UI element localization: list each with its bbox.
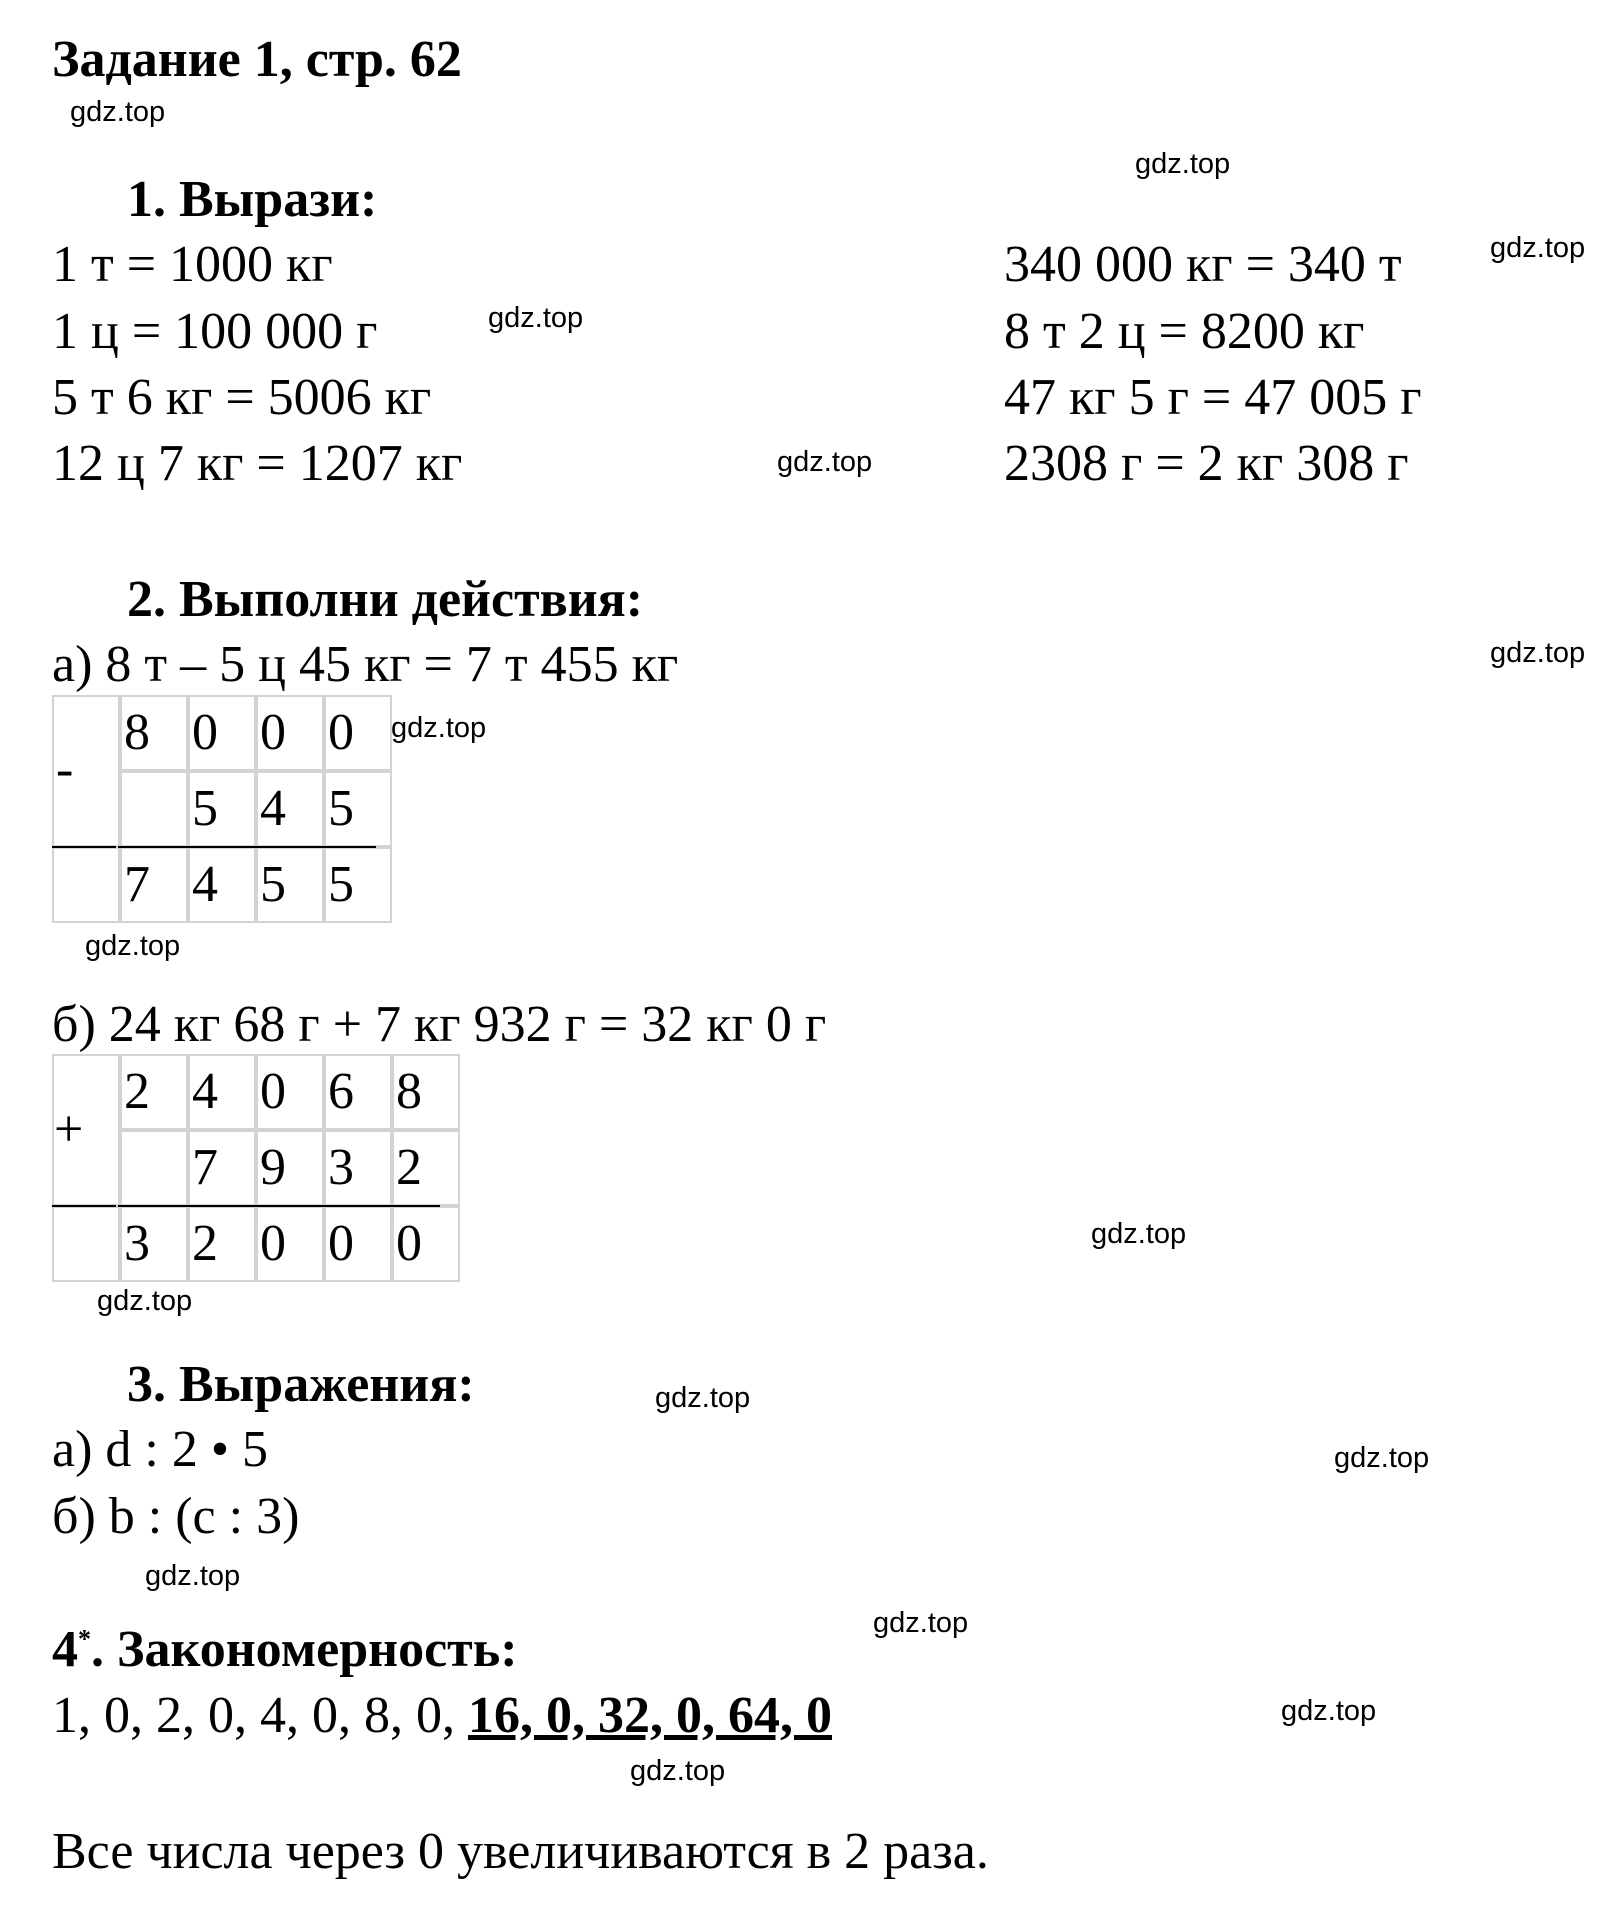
s1-right-line: 2308 г = 2 кг 308 г <box>1004 435 1409 492</box>
section1-heading: 1. Вырази: <box>127 171 378 228</box>
watermark: gdz.top <box>630 1755 726 1787</box>
s1-left-line: 5 т 6 кг = 5006 кг <box>52 369 432 426</box>
grid-row <box>52 1054 460 1130</box>
section2-heading: 2. Выполни действия: <box>127 571 644 628</box>
section4-title: . Закономерность: <box>91 1621 518 1678</box>
digit-cell: 0 <box>256 695 324 771</box>
watermark: gdz.top <box>1334 1442 1430 1474</box>
digit-cell: 4 <box>256 771 324 847</box>
page-title: Задание 1, стр. 62 <box>52 31 462 88</box>
digit-cell: 7 <box>188 1130 256 1206</box>
plus-sign: + <box>54 1101 84 1158</box>
digit-cell: 2 <box>120 1054 188 1130</box>
grid-row <box>52 847 392 923</box>
sequence-answer: 16, 0, 32, 0, 64, 0 <box>468 1687 832 1744</box>
minus-sign: - <box>56 741 74 798</box>
watermark: gdz.top <box>97 1285 193 1317</box>
s1-right-line: 340 000 кг = 340 т <box>1004 236 1402 293</box>
watermark: gdz.top <box>777 446 873 478</box>
sequence-line <box>52 1686 832 1745</box>
conclusion: Все числа через 0 увеличиваются в 2 раза. <box>52 1823 989 1880</box>
digit-cell: 0 <box>324 1206 392 1282</box>
watermark: gdz.top <box>85 930 181 962</box>
s1-right-line: 8 т 2 ц = 8200 кг <box>1004 303 1365 360</box>
asterisk: * <box>78 1624 91 1654</box>
underline-rule <box>52 1205 116 1207</box>
watermark: gdz.top <box>655 1382 751 1414</box>
digit-cell: 3 <box>324 1130 392 1206</box>
watermark: gdz.top <box>391 712 487 744</box>
grid-row <box>52 695 392 771</box>
grid-row <box>52 1206 460 1282</box>
s3-line: а) d : 2 • 5 <box>52 1421 269 1478</box>
watermark: gdz.top <box>1281 1695 1377 1727</box>
s1-right-line: 47 кг 5 г = 47 005 г <box>1004 369 1422 426</box>
watermark: gdz.top <box>1091 1218 1187 1250</box>
s2a-label: а) 8 т – 5 ц 45 кг = 7 т 455 кг <box>52 636 679 693</box>
digit-cell <box>120 1130 188 1206</box>
addition-grid <box>52 1054 460 1282</box>
digit-cell: 0 <box>256 1054 324 1130</box>
watermark: gdz.top <box>70 96 166 128</box>
watermark: gdz.top <box>488 302 584 334</box>
result-rule <box>118 846 376 848</box>
watermark: gdz.top <box>1490 637 1586 669</box>
digit-cell: 5 <box>256 847 324 923</box>
digit-cell: 4 <box>188 1054 256 1130</box>
digit-cell: 8 <box>120 695 188 771</box>
s3-line: б) b : (c : 3) <box>52 1488 300 1545</box>
section4-number: 4 <box>52 1621 78 1678</box>
digit-cell <box>120 771 188 847</box>
digit-cell: 6 <box>324 1054 392 1130</box>
digit-cell: 5 <box>324 847 392 923</box>
digit-cell: 2 <box>188 1206 256 1282</box>
s1-left-line: 12 ц 7 кг = 1207 кг <box>52 435 463 492</box>
digit-cell: 5 <box>188 771 256 847</box>
digit-cell: 7 <box>120 847 188 923</box>
digit-cell: 4 <box>188 847 256 923</box>
s2b-label: б) 24 кг 68 г + 7 кг 932 г = 32 кг 0 г <box>52 996 827 1053</box>
digit-cell: 9 <box>256 1130 324 1206</box>
digit-cell: 3 <box>120 1206 188 1282</box>
digit-cell: 5 <box>324 771 392 847</box>
s1-left-line: 1 т = 1000 кг <box>52 236 333 293</box>
result-rule <box>118 1205 440 1207</box>
digit-cell: 0 <box>188 695 256 771</box>
empty-cell <box>52 847 120 923</box>
section4-heading <box>52 1620 518 1679</box>
digit-cell: 0 <box>392 1206 460 1282</box>
digit-cell: 2 <box>392 1130 460 1206</box>
subtraction-grid <box>52 695 392 923</box>
sequence-given: 1, 0, 2, 0, 4, 0, 8, 0, <box>52 1687 468 1744</box>
digit-cell: 0 <box>256 1206 324 1282</box>
watermark: gdz.top <box>145 1560 241 1592</box>
empty-cell <box>52 1206 120 1282</box>
watermark: gdz.top <box>873 1607 969 1639</box>
watermark: gdz.top <box>1135 148 1231 180</box>
section3-heading: 3. Выражения: <box>127 1356 475 1413</box>
watermark: gdz.top <box>1490 232 1586 264</box>
underline-rule <box>52 846 116 848</box>
digit-cell: 8 <box>392 1054 460 1130</box>
s1-left-line: 1 ц = 100 000 г <box>52 303 378 360</box>
digit-cell: 0 <box>324 695 392 771</box>
